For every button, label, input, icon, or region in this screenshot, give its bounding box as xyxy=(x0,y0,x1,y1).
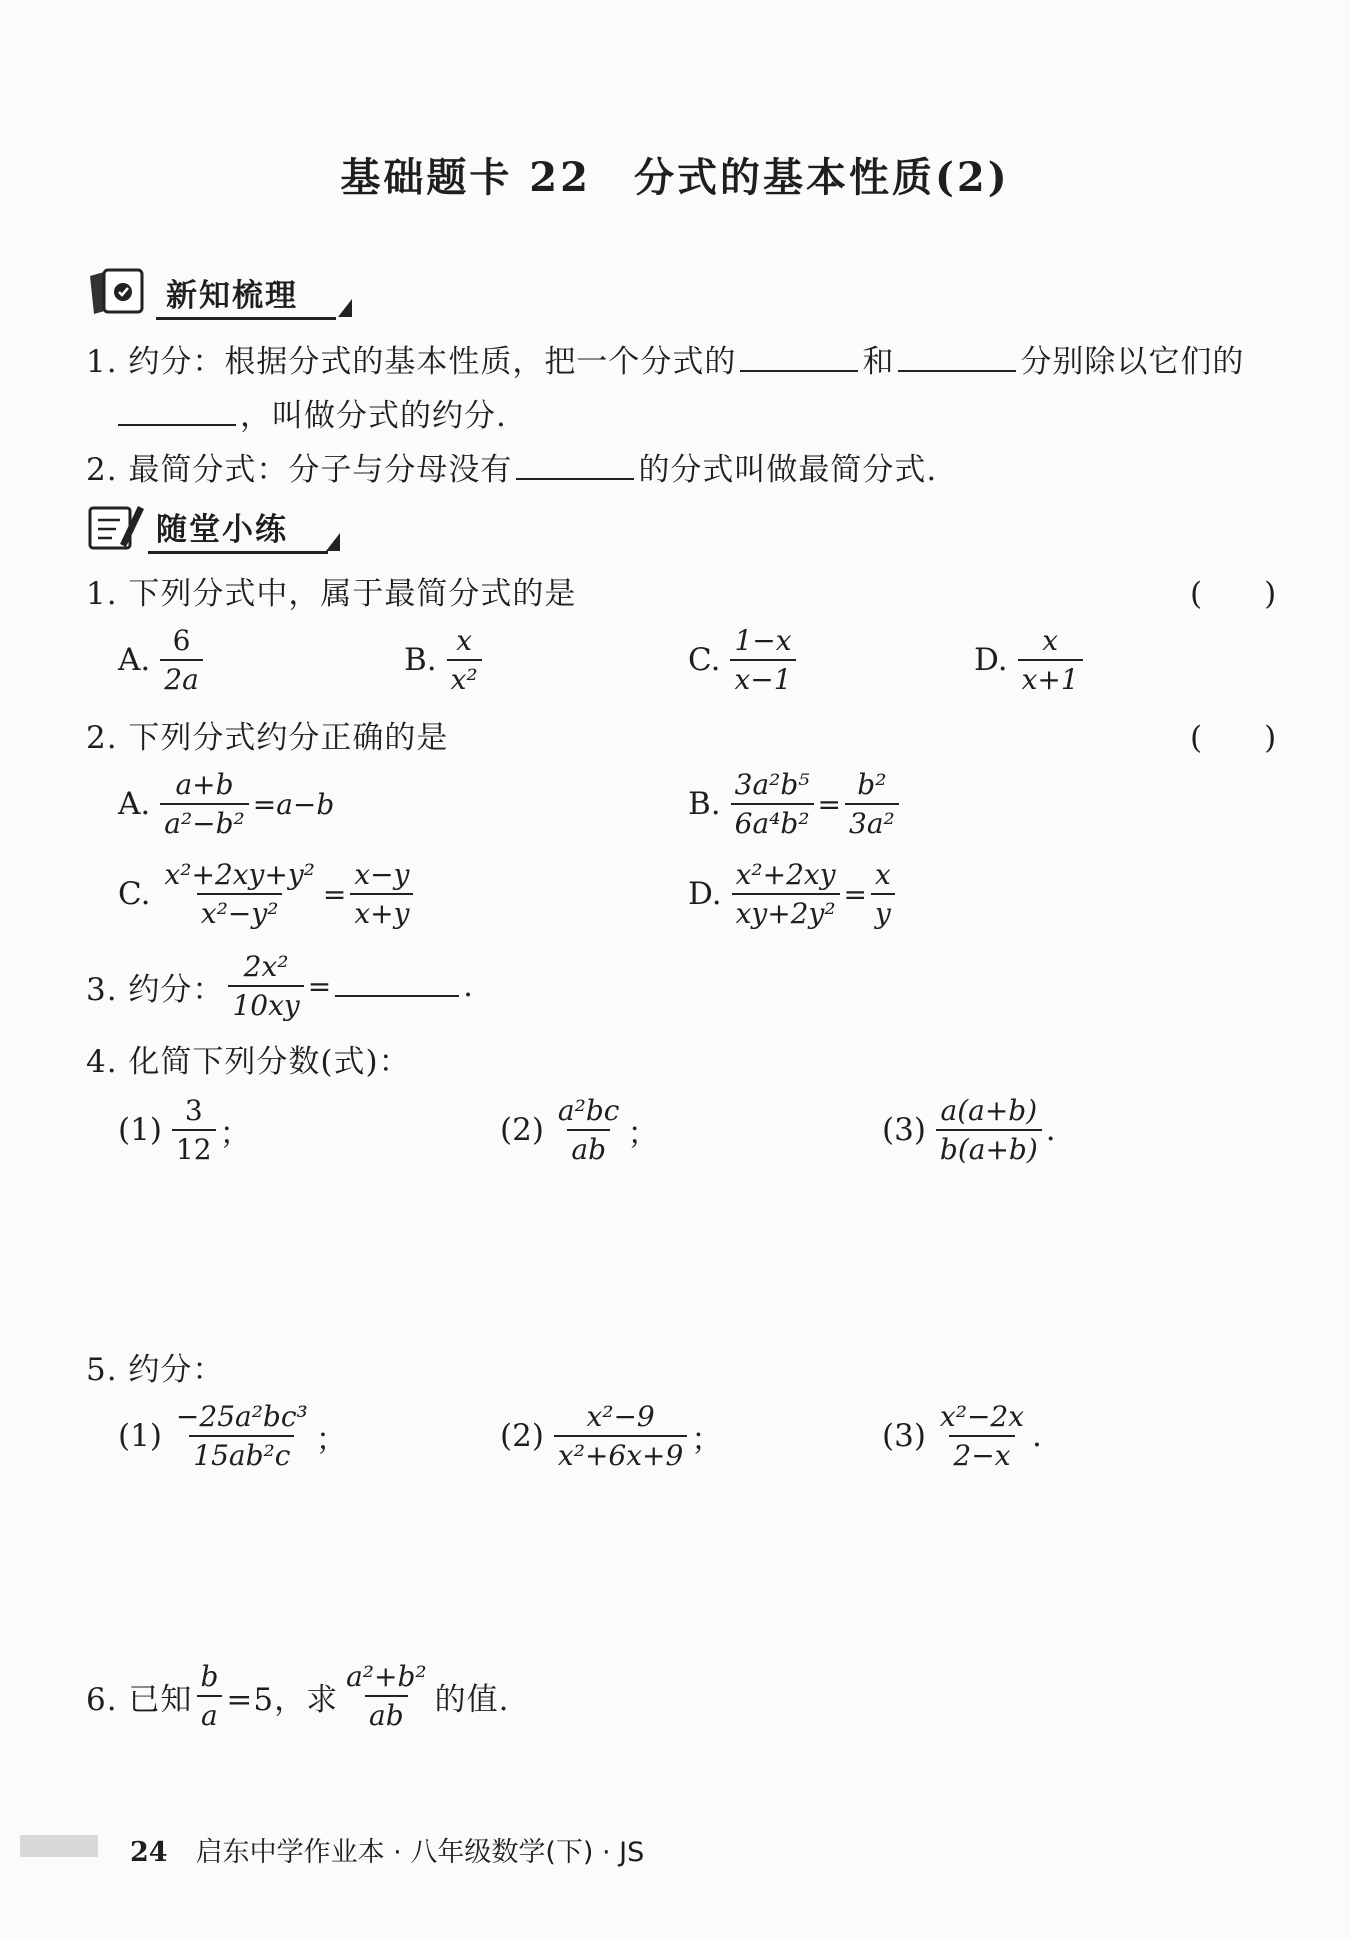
denominator: ab xyxy=(567,1129,610,1166)
numerator: x xyxy=(1042,624,1059,657)
item1-text-b: 和 xyxy=(862,344,895,380)
fraction xyxy=(936,1094,1042,1166)
denominator: y xyxy=(871,893,895,930)
numerator: x xyxy=(456,624,473,657)
option-label: D. xyxy=(688,876,722,912)
answer-blank[interactable] xyxy=(335,975,459,997)
option-label: A. xyxy=(118,786,151,822)
part-label: (2) xyxy=(500,1418,544,1454)
q5-work-area[interactable] xyxy=(86,1490,1266,1640)
numerator: a²bc xyxy=(557,1094,620,1127)
numerator: 6 xyxy=(172,624,191,657)
denominator: x²+6x+9 xyxy=(554,1435,687,1472)
denominator: 6a⁴b² xyxy=(731,803,814,840)
fraction xyxy=(845,768,899,840)
item1-text-a: 1. 约分：根据分式的基本性质，把一个分式的 xyxy=(86,344,737,380)
numerator: 3a²b⁵ xyxy=(734,768,810,801)
answer-blank[interactable] xyxy=(740,340,858,372)
question-5: 5. 约分： xyxy=(86,1352,225,1388)
page-number: 24 xyxy=(130,1837,168,1868)
separator: ； xyxy=(315,1421,347,1458)
separator: . xyxy=(1032,1418,1042,1454)
option-label: A. xyxy=(118,642,151,678)
fraction xyxy=(160,768,249,840)
numerator: x²+2xy+y² xyxy=(164,858,315,891)
denominator: x² xyxy=(447,659,482,696)
fraction xyxy=(554,1400,687,1472)
question-4: 4. 化简下列分数(式)： xyxy=(86,1044,411,1080)
q2-option-b[interactable] xyxy=(688,768,903,840)
fraction xyxy=(554,1094,624,1166)
numerator: x−y xyxy=(354,858,410,891)
item1-text-d: ，叫做分式的约分. xyxy=(240,398,507,434)
knowledge-item-1 xyxy=(86,336,1244,381)
question-3 xyxy=(86,950,474,1022)
q5-part-2 xyxy=(500,1400,722,1472)
knowledge-item-2 xyxy=(86,444,937,489)
answer-paren[interactable]: ( ) xyxy=(1190,576,1277,612)
numerator: a(a+b) xyxy=(940,1094,1038,1127)
q4-work-area[interactable] xyxy=(86,1190,1266,1320)
denominator: 2a xyxy=(160,659,203,696)
numerator: b xyxy=(200,1660,219,1693)
q5-part-3 xyxy=(882,1400,1042,1472)
denominator: ab xyxy=(365,1695,408,1732)
separator: ； xyxy=(219,1115,251,1152)
q1-option-c[interactable] xyxy=(688,624,800,696)
q2-option-c[interactable] xyxy=(118,858,417,930)
fraction xyxy=(196,1660,222,1732)
section-triangle xyxy=(338,299,352,317)
question-1: 1. 下列分式中，属于最简分式的是 xyxy=(86,576,577,612)
q2-option-d[interactable] xyxy=(688,858,899,930)
section-heading-label: 随堂小练 xyxy=(156,512,288,548)
fraction xyxy=(731,768,814,840)
fraction xyxy=(936,1400,1028,1472)
option-label: B. xyxy=(688,786,721,822)
denominator: 12 xyxy=(172,1129,216,1166)
part-label: (1) xyxy=(118,1112,162,1148)
option-label: B. xyxy=(404,642,437,678)
q4-part-3 xyxy=(882,1094,1056,1166)
item2-text-a: 2. 最简分式：分子与分母没有 xyxy=(86,452,513,488)
section-heading-new-knowledge xyxy=(86,262,356,326)
denominator: a²−b² xyxy=(160,803,249,840)
q5-part-1 xyxy=(118,1400,347,1472)
denominator: x²−y² xyxy=(197,893,283,930)
fraction xyxy=(160,624,203,696)
numerator: a²+b² xyxy=(346,1660,427,1693)
period: . xyxy=(463,968,475,1004)
numerator: x xyxy=(875,858,891,891)
fraction xyxy=(1018,624,1083,696)
fraction xyxy=(160,858,318,930)
equals-sign: = xyxy=(307,969,332,1003)
section-heading-practice xyxy=(86,496,346,560)
question-2: 2. 下列分式约分正确的是 xyxy=(86,720,449,756)
part-label: (1) xyxy=(118,1418,162,1454)
part-label: (3) xyxy=(882,1418,926,1454)
answer-blank[interactable] xyxy=(898,340,1016,372)
fraction xyxy=(172,1400,312,1472)
question-text: 3. 约分： xyxy=(86,971,225,1008)
answer-blank[interactable] xyxy=(516,448,634,480)
numerator: −25a²bc³ xyxy=(175,1400,308,1433)
numerator: b² xyxy=(857,768,887,801)
denominator: x+1 xyxy=(1018,659,1083,696)
q1-option-d[interactable] xyxy=(974,624,1087,696)
denominator: 10xy xyxy=(228,985,303,1022)
page-footer xyxy=(130,1830,644,1869)
separator: . xyxy=(1045,1112,1056,1148)
question-text: 的值. xyxy=(434,1681,510,1718)
page-title: 基础题卡 22 分式的基本性质(2) xyxy=(340,154,1010,201)
fraction xyxy=(228,950,303,1022)
numerator: x²−9 xyxy=(586,1400,655,1433)
question-6 xyxy=(86,1660,509,1732)
denominator: x−1 xyxy=(730,659,795,696)
part-label: (3) xyxy=(882,1112,926,1148)
fraction xyxy=(871,858,895,930)
question-text: 6. 已知 xyxy=(86,1681,193,1718)
section-underline xyxy=(156,317,336,320)
equals-sign: = xyxy=(322,877,347,911)
denominator: xy+2y² xyxy=(732,893,840,930)
option-label: D. xyxy=(974,642,1008,678)
denominator: 15ab²c xyxy=(189,1435,294,1472)
item2-text-b: 的分式叫做最简分式. xyxy=(638,452,938,488)
item1-text-c: 分别除以它们的 xyxy=(1020,344,1245,380)
q4-part-1 xyxy=(118,1094,251,1166)
numerator: 1−x xyxy=(734,624,792,657)
denominator: 3a² xyxy=(845,803,899,840)
section-underline xyxy=(148,551,328,554)
denominator: x+y xyxy=(350,893,413,930)
numerator: x²+2xy xyxy=(735,858,836,891)
numerator: 2x² xyxy=(243,950,289,983)
answer-blank[interactable] xyxy=(118,394,236,426)
separator: ； xyxy=(691,1421,723,1458)
numerator: a+b xyxy=(175,768,234,801)
q1-option-b[interactable] xyxy=(404,624,486,696)
option-label: C. xyxy=(688,642,721,678)
separator: ； xyxy=(627,1115,659,1152)
knowledge-item-1-cont xyxy=(118,390,507,435)
fraction xyxy=(172,1094,216,1166)
equals-sign: = xyxy=(843,877,868,911)
section-triangle xyxy=(326,533,340,551)
section-heading-label: 新知梳理 xyxy=(166,278,298,314)
fraction xyxy=(732,858,840,930)
question-text: =5，求 xyxy=(226,1681,339,1718)
fraction xyxy=(350,858,413,930)
denominator: 2−x xyxy=(949,1435,1014,1472)
part-label: (2) xyxy=(500,1112,544,1148)
numerator: 3 xyxy=(184,1094,203,1127)
numerator: x²−2x xyxy=(939,1400,1025,1433)
fraction xyxy=(447,624,482,696)
q1-option-a[interactable] xyxy=(118,624,207,696)
fraction xyxy=(342,1660,431,1732)
denominator: b(a+b) xyxy=(936,1129,1042,1166)
denominator: a xyxy=(197,1695,222,1732)
notepad-pen-icon xyxy=(86,500,148,552)
option-label: C. xyxy=(118,876,151,912)
q6-work-area[interactable] xyxy=(86,1740,1266,1820)
q4-part-2 xyxy=(500,1094,658,1166)
answer-paren[interactable]: ( ) xyxy=(1190,720,1277,756)
notebook-icon xyxy=(86,266,148,318)
q2-option-a[interactable] xyxy=(118,768,334,840)
equals-sign: = xyxy=(817,787,841,821)
fraction xyxy=(730,624,795,696)
footer-gray-bar xyxy=(20,1835,98,1857)
equation-rhs: =a−b xyxy=(252,787,335,821)
book-title: 启东中学作业本 · 八年级数学(下) · JS xyxy=(195,1837,645,1868)
